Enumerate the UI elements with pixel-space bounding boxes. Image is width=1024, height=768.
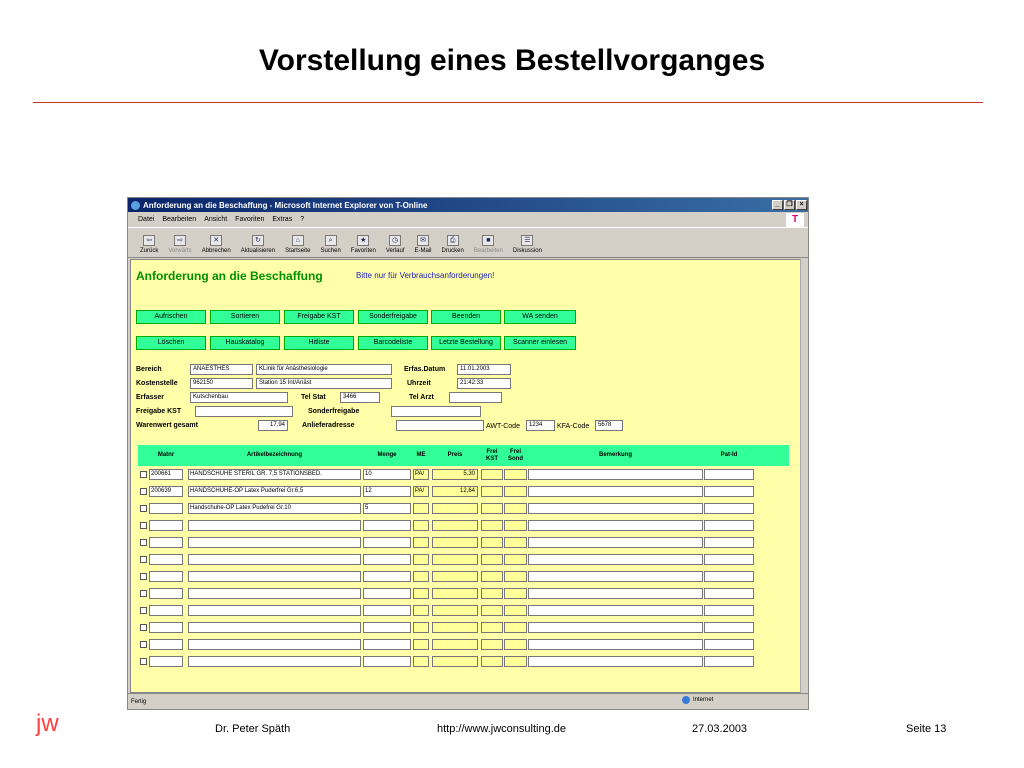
cell-artikel[interactable]: Handschuhe-OP Latex Pudefrei Gr.10: [188, 503, 361, 514]
row-checkbox[interactable]: [140, 556, 147, 563]
close-icon[interactable]: ×: [796, 200, 807, 210]
toolbar-label-3: Aktualisieren: [240, 248, 276, 254]
cell-frei-sond[interactable]: [504, 639, 527, 650]
cell-matnr[interactable]: [149, 588, 183, 599]
cell-me[interactable]: [413, 588, 429, 599]
field-kostenstelle-name[interactable]: Station 15 Int/Anäst: [256, 378, 392, 389]
cell-frei-sond[interactable]: [504, 537, 527, 548]
history-icon: ◷: [389, 235, 401, 246]
cell-artikel[interactable]: [188, 605, 361, 616]
cell-matnr[interactable]: [149, 537, 183, 548]
toolbar-button-1[interactable]: [168, 235, 191, 257]
toolbar-button-11[interactable]: [513, 235, 542, 257]
action-button-r2-2[interactable]: Hitliste: [284, 336, 354, 350]
cell-artikel[interactable]: [188, 656, 361, 667]
cell-frei-sond[interactable]: [504, 656, 527, 667]
label-sonderfreigabe: Sonderfreigabe: [308, 408, 360, 415]
cell-matnr[interactable]: 200639: [149, 486, 183, 497]
action-button-1[interactable]: Sortieren: [210, 310, 280, 324]
row-checkbox[interactable]: [140, 658, 147, 665]
row-checkbox[interactable]: [140, 505, 147, 512]
cell-bemerkung[interactable]: [528, 520, 703, 531]
action-button-r2-5[interactable]: Scanner einlesen: [504, 336, 576, 350]
cell-frei-kst[interactable]: [481, 469, 503, 480]
field-erfasser[interactable]: Kutschenbau: [190, 392, 288, 403]
cell-me[interactable]: [413, 605, 429, 616]
form-subtitle: Bitte nur für Verbrauchsanforderungen!: [356, 271, 495, 280]
column-header-1[interactable]: Artikelbezeichnung: [246, 452, 303, 458]
cell-bemerkung[interactable]: [528, 571, 703, 582]
menu-item-4[interactable]: Extras: [272, 216, 293, 223]
cell-patid[interactable]: [704, 486, 754, 497]
toolbar-button-0[interactable]: [140, 235, 158, 257]
menu-item-3[interactable]: Favoriten: [235, 216, 265, 223]
cell-frei-kst[interactable]: [481, 537, 503, 548]
cell-menge[interactable]: 10: [363, 469, 411, 480]
footer-date: 27.03.2003: [692, 723, 748, 735]
column-header-2[interactable]: Menge: [377, 452, 397, 458]
toolbar-label-7: Verlauf: [385, 248, 405, 254]
column-header-8[interactable]: Pat-Id: [720, 452, 738, 458]
print-icon: ⎙: [447, 235, 459, 246]
toolbar-label-8: E-Mail: [414, 248, 432, 254]
table-row: [138, 502, 789, 515]
cell-patid[interactable]: [704, 622, 754, 633]
field-tel-arzt[interactable]: [449, 392, 502, 403]
field-tel-stat[interactable]: 3466: [340, 392, 380, 403]
toolbar-button-3[interactable]: [241, 235, 275, 257]
cell-matnr[interactable]: [149, 656, 183, 667]
table-row: [138, 621, 789, 634]
cell-artikel[interactable]: [188, 571, 361, 582]
field-kostenstelle-code[interactable]: 962150: [190, 378, 253, 389]
cell-frei-kst[interactable]: [481, 605, 503, 616]
field-anlieferadresse[interactable]: [396, 420, 484, 431]
cell-me[interactable]: [413, 503, 429, 514]
action-button-r2-0[interactable]: Löschen: [136, 336, 206, 350]
table-row: [138, 468, 789, 481]
label-erfasser: Erfasser: [136, 394, 165, 401]
browser-toolbar: [128, 228, 808, 258]
menu-item-2[interactable]: Ansicht: [204, 216, 228, 223]
table-row: [138, 553, 789, 566]
cell-menge[interactable]: [363, 639, 411, 650]
cell-frei-kst[interactable]: [481, 486, 503, 497]
toolbar-label-2: Abbrechen: [201, 248, 231, 254]
action-button-2[interactable]: Freigabe KST: [284, 310, 354, 324]
cell-preis[interactable]: [432, 656, 478, 667]
row-checkbox[interactable]: [140, 522, 147, 529]
row-checkbox[interactable]: [140, 539, 147, 546]
cell-preis[interactable]: [432, 537, 478, 548]
stop-icon: ✕: [210, 235, 222, 246]
action-button-5[interactable]: WA senden: [504, 310, 576, 324]
label-anlieferadresse: Anlieferadresse: [302, 422, 355, 429]
row-checkbox[interactable]: [140, 641, 147, 648]
cell-bemerkung[interactable]: [528, 656, 703, 667]
cell-menge[interactable]: [363, 605, 411, 616]
toolbar-button-4[interactable]: [285, 235, 310, 257]
cell-patid[interactable]: [704, 571, 754, 582]
refresh-icon: ↻: [252, 235, 264, 246]
field-awt-code[interactable]: 1234: [526, 420, 555, 431]
cell-matnr[interactable]: 200661: [149, 469, 183, 480]
favorites-icon: ★: [357, 235, 369, 246]
cell-frei-kst[interactable]: [481, 656, 503, 667]
cell-preis[interactable]: [432, 554, 478, 565]
t-online-logo-icon: T: [786, 213, 804, 227]
toolbar-label-9: Drucken: [441, 248, 464, 254]
browser-window: [127, 197, 809, 710]
home-icon: ⌂: [292, 235, 304, 246]
label-freigabe-kst: Freigabe KST: [136, 408, 182, 415]
cell-frei-sond[interactable]: [504, 520, 527, 531]
label-tel-arzt: Tel Arzt: [409, 394, 434, 401]
row-checkbox[interactable]: [140, 488, 147, 495]
menu-item-0[interactable]: Datei: [138, 216, 155, 223]
label-erfas-datum: Erfas.Datum: [404, 366, 446, 373]
cell-preis[interactable]: [432, 605, 478, 616]
field-kfa-code[interactable]: 5678: [595, 420, 623, 431]
cell-me[interactable]: PA/: [413, 486, 429, 497]
cell-frei-kst[interactable]: [481, 554, 503, 565]
cell-menge[interactable]: [363, 622, 411, 633]
column-header-7[interactable]: Bemerkung: [598, 452, 632, 458]
label-warenwert: Warenwert gesamt: [136, 422, 198, 429]
back-icon: ⇦: [143, 235, 155, 246]
cell-bemerkung[interactable]: [528, 469, 703, 480]
restore-icon[interactable]: ❐: [784, 200, 795, 210]
cell-artikel[interactable]: HANDSCHUHE-OP Latex Puderfrei Gr.6,5: [188, 486, 361, 497]
label-awt-code: AWT-Code: [486, 423, 520, 430]
column-header-5[interactable]: Frei KST: [486, 448, 498, 462]
cell-menge[interactable]: [363, 571, 411, 582]
toolbar-label-6: Favoriten: [350, 248, 376, 254]
cell-patid[interactable]: [704, 656, 754, 667]
field-erfas-datum[interactable]: 11.01.2003: [457, 364, 511, 375]
field-bereich-name[interactable]: KLinik für Anästhesiologie: [256, 364, 392, 375]
menu-item-1[interactable]: Bearbeiten: [162, 216, 197, 223]
cell-preis[interactable]: [432, 503, 478, 514]
column-header-3[interactable]: ME: [416, 452, 426, 458]
cell-frei-sond[interactable]: [504, 605, 527, 616]
cell-preis[interactable]: [432, 588, 478, 599]
cell-patid[interactable]: [704, 469, 754, 480]
cell-preis[interactable]: 5,30: [432, 469, 478, 480]
field-warenwert[interactable]: 17,94: [258, 420, 288, 431]
field-uhrzeit[interactable]: 21:42:33: [457, 378, 511, 389]
label-kostenstelle: Kostenstelle: [136, 380, 178, 387]
cell-frei-kst[interactable]: [481, 520, 503, 531]
cell-bemerkung[interactable]: [528, 486, 703, 497]
column-header-6[interactable]: Frei Sond: [508, 448, 523, 462]
cell-patid[interactable]: [704, 503, 754, 514]
toolbar-button-8[interactable]: [415, 235, 432, 257]
ie-logo-icon: [131, 201, 140, 210]
cell-preis[interactable]: 12,64: [432, 486, 478, 497]
window-titlebar[interactable]: [128, 198, 808, 212]
cell-bemerkung[interactable]: [528, 588, 703, 599]
cell-menge[interactable]: [363, 588, 411, 599]
toolbar-label-0: Zurück: [140, 248, 159, 254]
toolbar-button-5[interactable]: [320, 235, 340, 257]
toolbar-button-9[interactable]: [442, 235, 464, 257]
row-checkbox[interactable]: [140, 590, 147, 597]
table-row: [138, 638, 789, 651]
cell-preis[interactable]: [432, 520, 478, 531]
menu-item-5[interactable]: ?: [300, 216, 305, 223]
cell-matnr[interactable]: [149, 520, 183, 531]
cell-menge[interactable]: [363, 537, 411, 548]
cell-me[interactable]: [413, 622, 429, 633]
toolbar-button-7[interactable]: [386, 235, 405, 257]
cell-artikel[interactable]: [188, 537, 361, 548]
cell-matnr[interactable]: [149, 503, 183, 514]
toolbar-label-11: Diskussion: [512, 248, 542, 254]
label-uhrzeit: Uhrzeit: [407, 380, 431, 387]
page-content: [130, 259, 801, 693]
toolbar-label-10: Bearbeiten: [473, 248, 503, 254]
action-button-3[interactable]: Sonderfreigabe: [358, 310, 428, 324]
row-checkbox[interactable]: [140, 624, 147, 631]
discussion-icon: ☰: [521, 235, 533, 246]
minimize-icon[interactable]: _: [772, 200, 783, 210]
cell-frei-sond[interactable]: [504, 588, 527, 599]
cell-frei-kst[interactable]: [481, 503, 503, 514]
cell-patid[interactable]: [704, 588, 754, 599]
cell-artikel[interactable]: [188, 639, 361, 650]
cell-frei-sond[interactable]: [504, 571, 527, 582]
zone-indicator: [682, 696, 713, 704]
field-freigabe-kst[interactable]: [195, 406, 293, 417]
cell-me[interactable]: [413, 520, 429, 531]
column-header-0[interactable]: Matnr: [157, 452, 175, 458]
cell-frei-sond[interactable]: [504, 554, 527, 565]
table-row: [138, 604, 789, 617]
cell-preis[interactable]: [432, 639, 478, 650]
label-kfa-code: KFA-Code: [557, 423, 590, 430]
cell-bemerkung[interactable]: [528, 622, 703, 633]
cell-frei-kst[interactable]: [481, 639, 503, 650]
cell-menge[interactable]: [363, 520, 411, 531]
field-bereich-code[interactable]: ANAESTHES: [190, 364, 253, 375]
cell-me[interactable]: [413, 656, 429, 667]
cell-menge[interactable]: [363, 656, 411, 667]
table-row: [138, 570, 789, 583]
mail-icon: ✉: [417, 235, 429, 246]
edit-icon: ■: [482, 235, 494, 246]
status-bar: [128, 693, 808, 709]
toolbar-label-5: Suchen: [320, 248, 341, 254]
cell-frei-kst[interactable]: [481, 588, 503, 599]
toolbar-button-2[interactable]: [202, 235, 231, 257]
cell-frei-sond[interactable]: [504, 469, 527, 480]
cell-frei-kst[interactable]: [481, 622, 503, 633]
cell-patid[interactable]: [704, 520, 754, 531]
cell-frei-sond[interactable]: [504, 503, 527, 514]
title-divider: [33, 102, 983, 103]
cell-frei-sond[interactable]: [504, 486, 527, 497]
forward-icon: ⇨: [174, 235, 186, 246]
cell-matnr[interactable]: [149, 622, 183, 633]
cell-menge[interactable]: 12: [363, 486, 411, 497]
zone-label: Internet: [693, 697, 714, 703]
row-checkbox[interactable]: [140, 573, 147, 580]
cell-artikel[interactable]: [188, 554, 361, 565]
cell-me[interactable]: [413, 571, 429, 582]
cell-artikel[interactable]: [188, 520, 361, 531]
cell-preis[interactable]: [432, 571, 478, 582]
toolbar-button-6[interactable]: [351, 235, 376, 257]
action-button-r2-4[interactable]: Letzte Bestellung: [431, 336, 501, 350]
cell-patid[interactable]: [704, 537, 754, 548]
cell-artikel[interactable]: [188, 622, 361, 633]
cell-patid[interactable]: [704, 605, 754, 616]
footer-page: Seite 13: [906, 723, 947, 735]
jw-logo: jw: [36, 710, 59, 737]
label-bereich: Bereich: [136, 366, 162, 373]
cell-artikel[interactable]: HANDSCHUHE STERIL GR. 7,5 STATIONSBED.: [188, 469, 361, 480]
row-checkbox[interactable]: [140, 471, 147, 478]
slide-title: Vorstellung eines Bestellvorganges: [258, 44, 766, 77]
table-row: [138, 485, 789, 498]
table-row: [138, 519, 789, 532]
cell-me[interactable]: [413, 554, 429, 565]
cell-matnr[interactable]: [149, 571, 183, 582]
cell-bemerkung[interactable]: [528, 503, 703, 514]
cell-preis[interactable]: [432, 622, 478, 633]
action-button-r2-1[interactable]: Hauskatalog: [210, 336, 280, 350]
cell-patid[interactable]: [704, 554, 754, 565]
action-button-4[interactable]: Beenden: [431, 310, 501, 324]
cell-matnr[interactable]: [149, 605, 183, 616]
table-row: [138, 536, 789, 549]
cell-bemerkung[interactable]: [528, 537, 703, 548]
menu-bar: [128, 212, 808, 228]
cell-frei-sond[interactable]: [504, 622, 527, 633]
cell-me[interactable]: PA/: [413, 469, 429, 480]
cell-matnr[interactable]: [149, 639, 183, 650]
table-row: [138, 655, 789, 668]
cell-menge[interactable]: [363, 554, 411, 565]
window-title: Anforderung an die Beschaffung - Microsoft Internet Explorer von T-Online: [143, 200, 428, 210]
cell-me[interactable]: [413, 537, 429, 548]
field-sonderfreigabe[interactable]: [391, 406, 481, 417]
table-header: [138, 445, 789, 466]
column-header-4[interactable]: Preis: [447, 452, 463, 458]
cell-frei-kst[interactable]: [481, 571, 503, 582]
cell-patid[interactable]: [704, 639, 754, 650]
cell-matnr[interactable]: [149, 554, 183, 565]
footer-author: Dr. Peter Späth: [215, 723, 291, 735]
cell-bemerkung[interactable]: [528, 639, 703, 650]
toolbar-label-4: Startseite: [285, 248, 311, 254]
table-row: [138, 587, 789, 600]
globe-icon: [682, 696, 690, 704]
action-button-0[interactable]: Aufrischen: [136, 310, 206, 324]
cell-menge[interactable]: 5: [363, 503, 411, 514]
toolbar-button-10[interactable]: [474, 235, 503, 257]
vertical-scrollbar[interactable]: [800, 259, 807, 693]
cell-bemerkung[interactable]: [528, 554, 703, 565]
footer-url: http://www.jwconsulting.de: [437, 723, 567, 735]
status-text: Fertig: [131, 698, 147, 705]
row-checkbox[interactable]: [140, 607, 147, 614]
form-title: Anforderung an die Beschaffung: [136, 269, 323, 283]
toolbar-label-1: Vorwärts: [168, 248, 192, 254]
label-tel-stat: Tel Stat: [301, 394, 326, 401]
search-icon: ⌕: [325, 235, 337, 246]
action-button-r2-3[interactable]: Barcodeliste: [358, 336, 428, 350]
cell-bemerkung[interactable]: [528, 605, 703, 616]
cell-me[interactable]: [413, 639, 429, 650]
cell-artikel[interactable]: [188, 588, 361, 599]
